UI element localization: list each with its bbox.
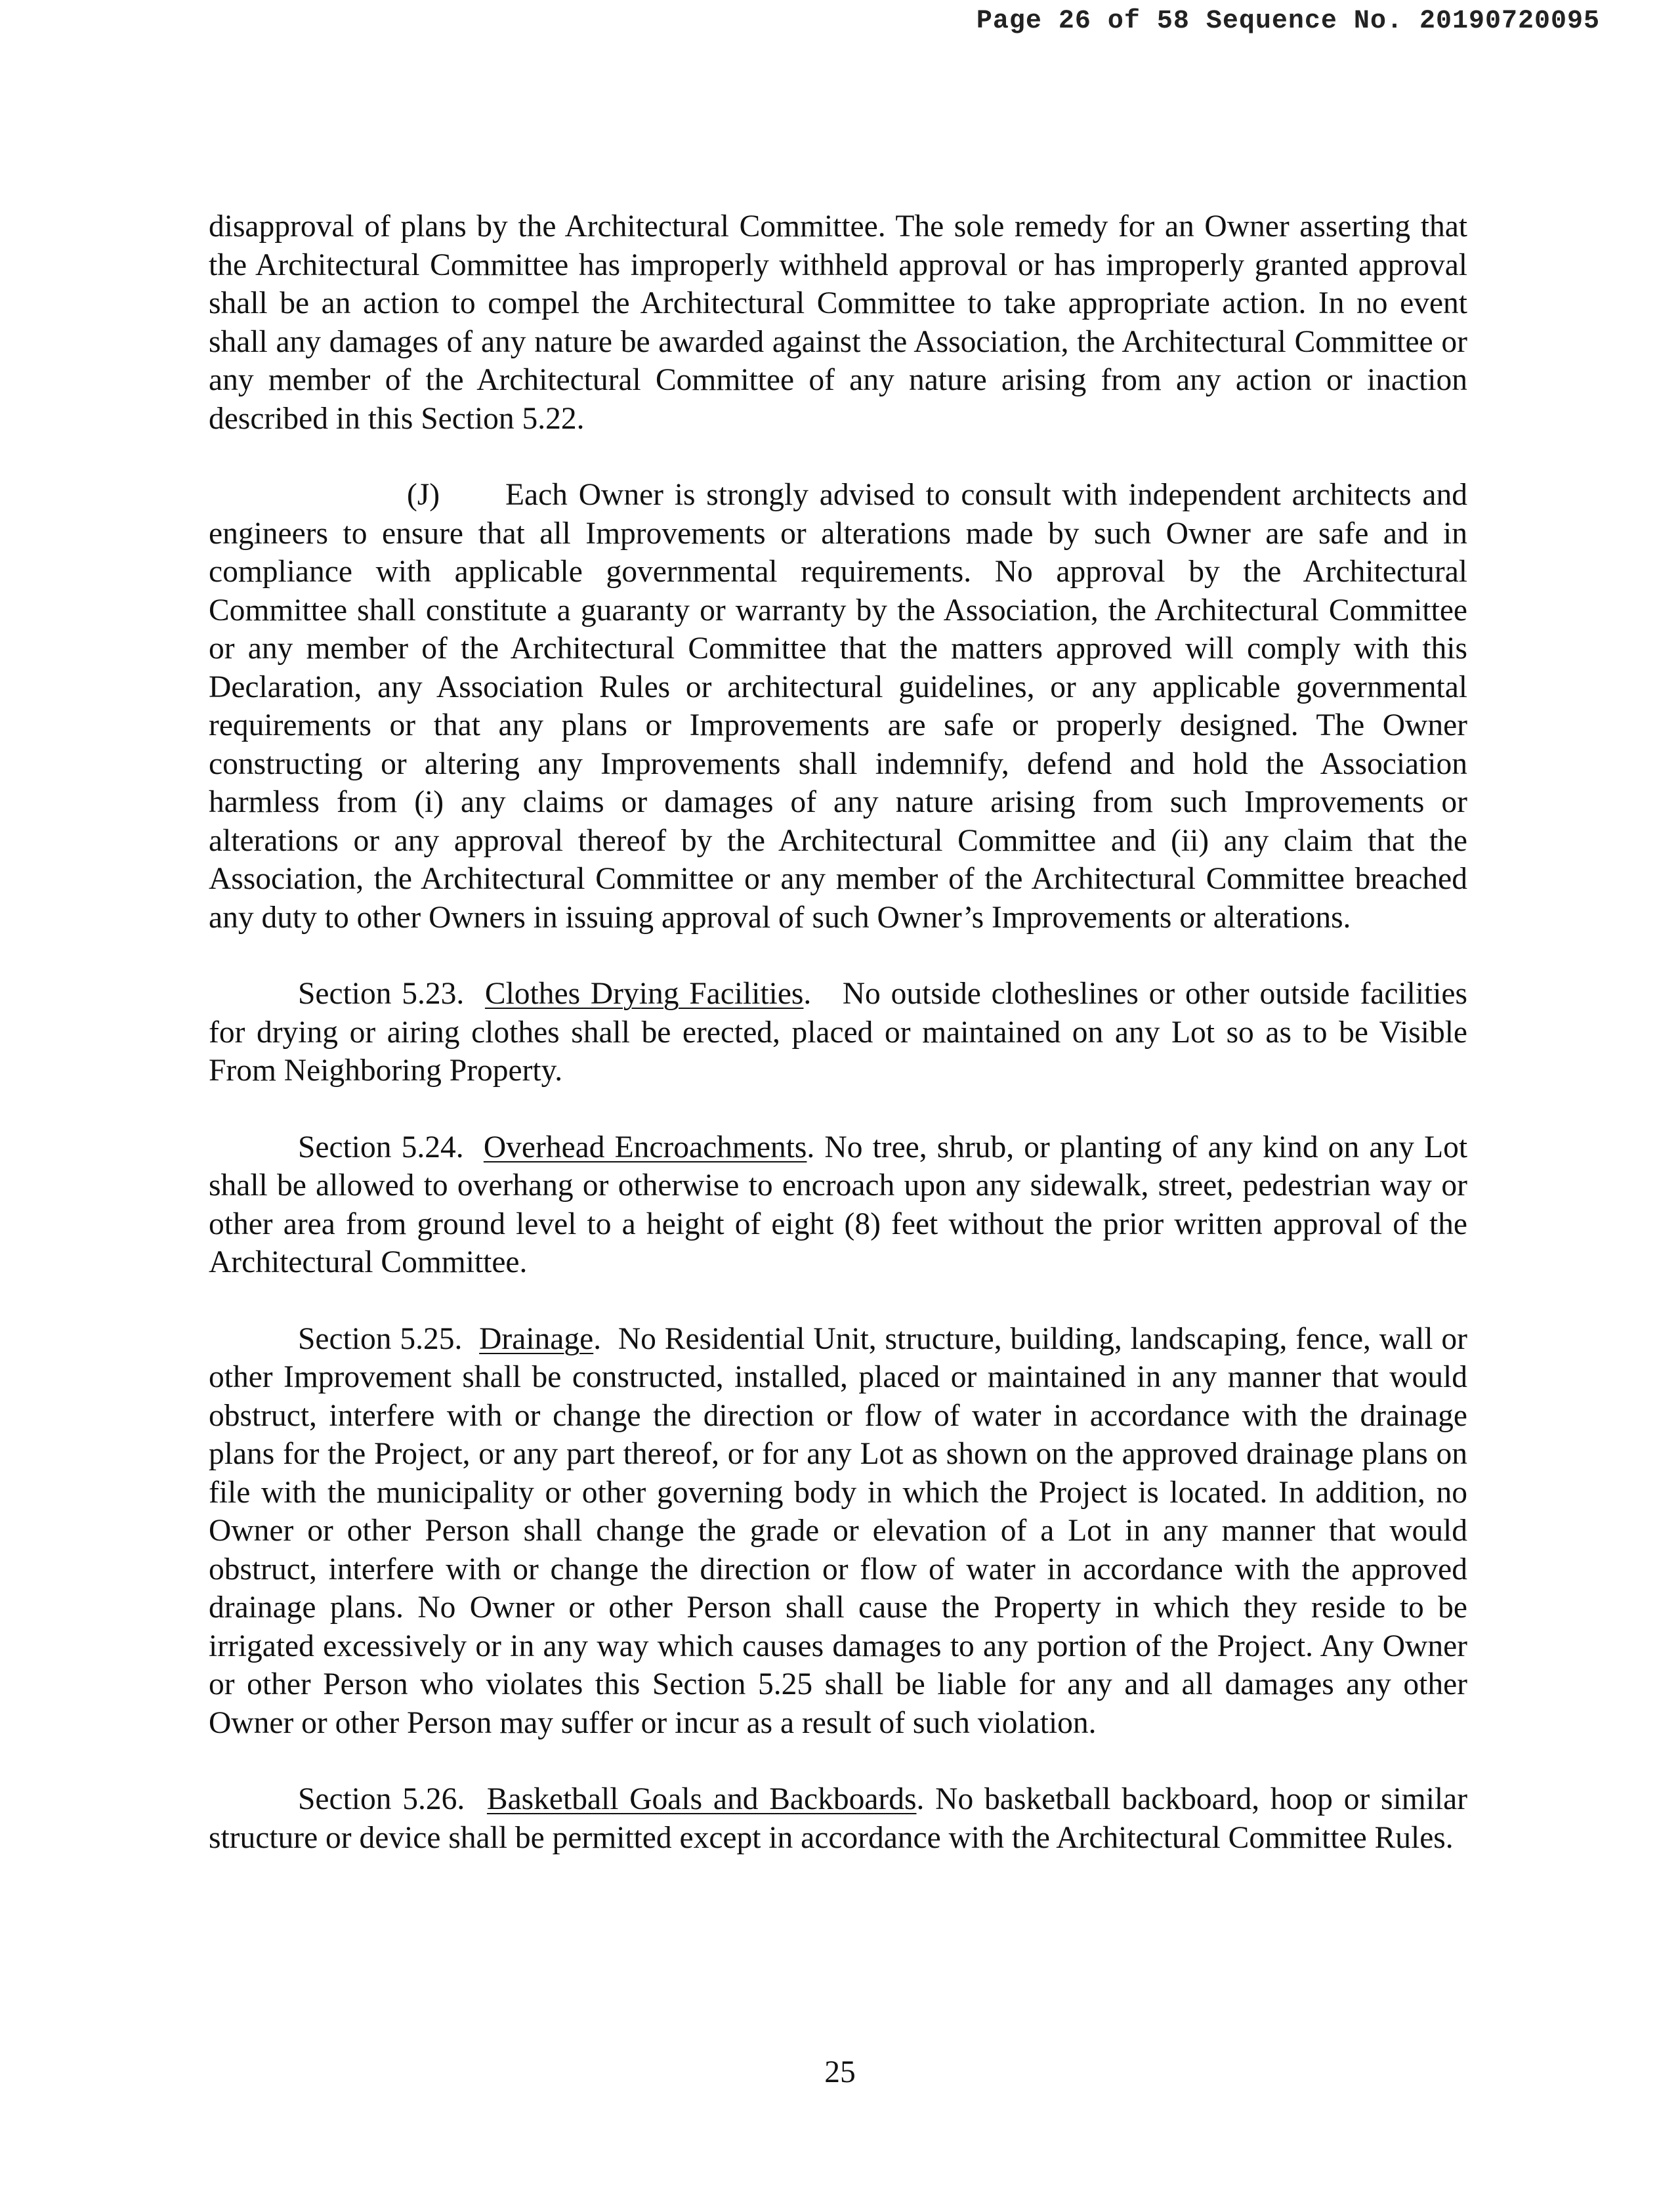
section-5-24: Section 5.24. Overhead Encroachments. No tree, shrub, or planting of any kind on any Lot shall be allowed to overhang or otherwise to encroach upon any sidewalk, street, pedestrian way or other area from ground level to a height of eight (8) feet without the prior written approval of the Architectural Committee. [209,1130,1468,1279]
section-heading: Clothes Drying Facilities [484,977,804,1011]
section-text: No basketball backboard, hoop or similar structure or device shall be permitted except in accordance with the Architectural Committee Rules. [209,1782,1468,1855]
section-number: Section 5.26. [298,1782,465,1816]
section-text: No outside clotheslines or other outside facilities for drying or airing clothes shall be erected, placed or maintained on any Lot so as to be Visible From Neighboring Property. [209,977,1468,1088]
page-sequence-stamp: Page 26 of 58 Sequence No. 20190720095 [976,7,1600,36]
section-text: No Residential Unit, structure, building, landscaping, fence, wall or other Improvement shall be constructed, installed, placed or maintained in any manner that would obstruct, interfere with or change the direction or flow of water in accordance with the drainage plans for the Project, or any part thereof, or for any Lot as shown on the approved drainage plans on file with the municipality or other governing body in which the Project is located. In addition, no Owner or other Person shall change the grade or elevation of a Lot in any manner that would obstruct, interfere with or change the direction or flow of water in accordance with the approved drainage plans. No Owner or other Person shall cause the Property in which they reside to be irrigated excessively or in any way which causes damages to any portion of the Project. Any Owner or other Person who violates this Section 5.25 shall be liable for any and all damages any other Owner or other Person may suffer or incur as a result of such violation. [209,1321,1468,1740]
section-5-26: Section 5.26. Basketball Goals and Backboards. No basketball backboard, hoop or similar structure or device shall be permitted except in accordance with the Architectural Committee Rules. [209,1782,1468,1855]
section-5-25: Section 5.25. Drainage. No Residential Unit, structure, building, landscaping, fence, wall or other Improvement shall be constructed, installed, placed or maintained in any manner that would obstruct, interfere with or change the direction or flow of water in accordance with the drainage plans for the Project, or any part thereof, or for any Lot as shown on the approved drainage plans on file with the municipality or other governing body in which the Project is located. In addition, no Owner or other Person shall change the grade or elevation of a Lot in any manner that would obstruct, interfere with or change the direction or flow of water in accordance with the approved drainage plans. No Owner or other Person shall cause the Property in which they reside to be irrigated excessively or in any way which causes damages to any portion of the Project. Any Owner or other Person who violates this Section 5.25 shall be liable for any and all damages any other Owner or other Person may suffer or incur as a result of such violation. [209,1321,1468,1740]
paragraph-continuation: disapproval of plans by the Architectural Committee. The sole remedy for an Owner asserting that the Architectural Committee has improperly withheld approval or has improperly granted approval shall be an action to compel the Architectural Committee to take appropriate action. In no event shall any damages of any nature be awarded against the Association, the Architectural Committee or any member of the Architectural Committee of any nature arising from any action or inaction described in this Section 5.22. [209,209,1467,436]
section-heading: Drainage [479,1321,594,1356]
section-number: Section 5.24. [298,1130,464,1164]
section-number: Section 5.25. [298,1321,463,1356]
section-text: No tree, shrub, or planting of any kind on any Lot shall be allowed to overhang or otherwise to encroach upon any sidewalk, street, pedestrian way or other area from ground level to a height of eight (8) feet without the prior written approval of the Architectural Committee. [209,1130,1468,1279]
section-number: Section 5.23. [298,977,465,1011]
section-heading: Basketball Goals and Backboards [486,1782,917,1816]
subsection-marker: (J) [407,478,440,512]
subsection-text: Each Owner is strongly advised to consult with independent architects and engineers to ensure that all Improvements or alterations made by such Owner are safe and in compliance with applicable governmental requirements. No approval by the Architectural Committee shall constitute a guaranty or warranty by the Association, the Architectural Committee or any member of the Architectural Committee that the matters approved will comply with this Declaration, any Association Rules or architectural guidelines, or any applicable governmental requirements or that any plans or Improvements are safe or properly designed. The Owner constructing or altering any Improvements shall indemnify, defend and hold the Association harmless from (i) any claims or damages of any nature arising from such Improvements or alterations or any approval thereof by the Architectural Committee and (ii) any claim that the Association, the Architectural Committee or any member of the Architectural Committee breached any duty to other Owners in issuing approval of such Owner’s Improvements or alterations. [209,478,1467,935]
document-body [209,207,1467,1857]
section-5-23: Section 5.23. Clothes Drying Facilities. No outside clotheslines or other outside facilities for drying or airing clothes shall be erected, placed or maintained on any Lot so as to be Visible From Neighboring Property. [209,977,1468,1088]
section-heading: Overhead Encroachments [483,1130,807,1164]
page-number: 25 [824,2055,856,2089]
paragraph-subsection-j [209,476,1467,937]
